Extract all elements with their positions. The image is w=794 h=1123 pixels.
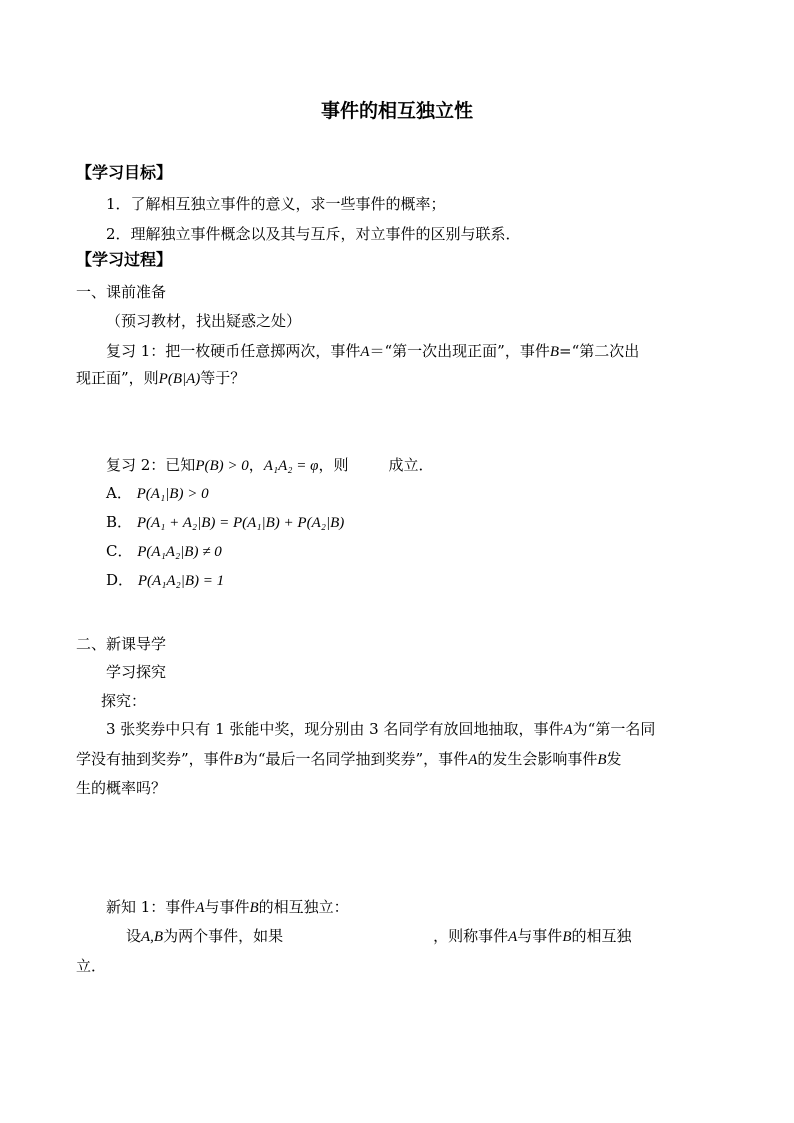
study-explore-label: 学习探究 [106, 663, 167, 681]
review1-event-b: B [549, 344, 560, 360]
review1-mid1: ＝“第一次出现正面”，事件 [369, 342, 550, 360]
def-events: A,B [141, 929, 164, 945]
def-text: 与事件 [517, 927, 563, 945]
option-formula: P(A₁A₂|B) = 1 [137, 573, 225, 589]
explore-event-b: B [597, 752, 607, 768]
explore-line3: 生的概率吗？ [76, 779, 167, 797]
explore-text: 发 [606, 750, 622, 768]
review2-prefix: 复习 2：已知 [106, 456, 196, 474]
section1-heading: 一、课前准备 [76, 283, 167, 301]
new-knowledge-1 [106, 897, 349, 918]
new1-text: 新知 1：事件 [106, 898, 196, 916]
review1-event-a: A [360, 344, 370, 360]
explore-label: 探究： [101, 692, 147, 710]
review1-line2-start: 现正面”，则 [76, 369, 159, 387]
explore-text: 的发生会影响事件 [477, 750, 598, 768]
explore-text: 为“最后一名同学抽到奖券”，事件 [242, 750, 469, 768]
goals-heading: 【学习目标】 [76, 163, 173, 182]
option-formula: P(A₁A₂|B) ≠ 0 [137, 544, 222, 560]
new1-text: 与事件 [204, 898, 250, 916]
goal-item-2: 2．理解独立事件概念以及其与互斥，对立事件的区别与联系． [106, 225, 521, 243]
def-text: 为两个事件，如果 [163, 927, 284, 945]
explore-line2 [76, 749, 622, 770]
review1-formula: P(B|A) [158, 371, 201, 387]
def-text: ，则称事件 [433, 927, 509, 945]
option-label: D． [106, 571, 134, 589]
option-formula: P(A₁|B) > 0 [136, 486, 209, 502]
review2-cond1: P(B) > 0 [195, 458, 249, 474]
review2-option-c [106, 541, 222, 562]
process-heading: 【学习过程】 [76, 250, 173, 269]
review2-end: 成立． [388, 456, 434, 474]
review1-mid2: =“第二次出 [559, 342, 640, 360]
review2-line [106, 455, 433, 476]
review1-prefix: 复习 1：把一枚硬币任意掷两次，事件 [106, 342, 361, 360]
def-text: 的相互独 [571, 927, 632, 945]
explore-text: 为“第一名同 [572, 720, 656, 738]
review2-option-d [106, 570, 224, 591]
preview-note: （预习教材，找出疑惑之处） [106, 312, 302, 330]
def-event-a: A [508, 929, 518, 945]
page-title: 事件的相互独立性 [320, 100, 473, 122]
explore-line1 [106, 719, 655, 740]
option-label: B． [106, 513, 133, 531]
review2-option-b [106, 512, 344, 533]
explore-event-a: A [563, 722, 573, 738]
explore-text: 学没有抽到奖券”，事件 [76, 750, 234, 768]
new1-event-b: B [249, 900, 259, 916]
review2-cond2: A₁A₂ = φ [263, 458, 319, 474]
explore-event-b: B [233, 752, 243, 768]
review1-line2 [76, 368, 245, 389]
option-label: A． [106, 484, 132, 502]
review2-sep: ， [248, 456, 264, 474]
review2-option-a [106, 483, 209, 504]
new1-event-a: A [195, 900, 205, 916]
definition-line2: 立． [76, 957, 107, 975]
review1-line1 [106, 341, 639, 362]
review1-line2-end: 等于？ [200, 369, 246, 387]
new1-text: 的相互独立： [258, 898, 349, 916]
def-event-b: B [562, 929, 572, 945]
goal-item-1: 1．了解相互独立事件的意义，求一些事件的概率； [106, 195, 446, 213]
explore-event-a: A [468, 752, 478, 768]
option-label: C． [106, 542, 133, 560]
section2-heading: 二、新课导学 [76, 635, 167, 653]
definition-line1 [126, 926, 632, 947]
option-formula: P(A₁ + A₂|B) = P(A₁|B) + P(A₂|B) [136, 515, 345, 531]
review2-mid: ，则 [318, 456, 349, 474]
def-text: 设 [126, 927, 142, 945]
explore-text: 3 张奖券中只有 1 张能中奖，现分别由 3 名同学有放回地抽取，事件 [106, 720, 564, 738]
